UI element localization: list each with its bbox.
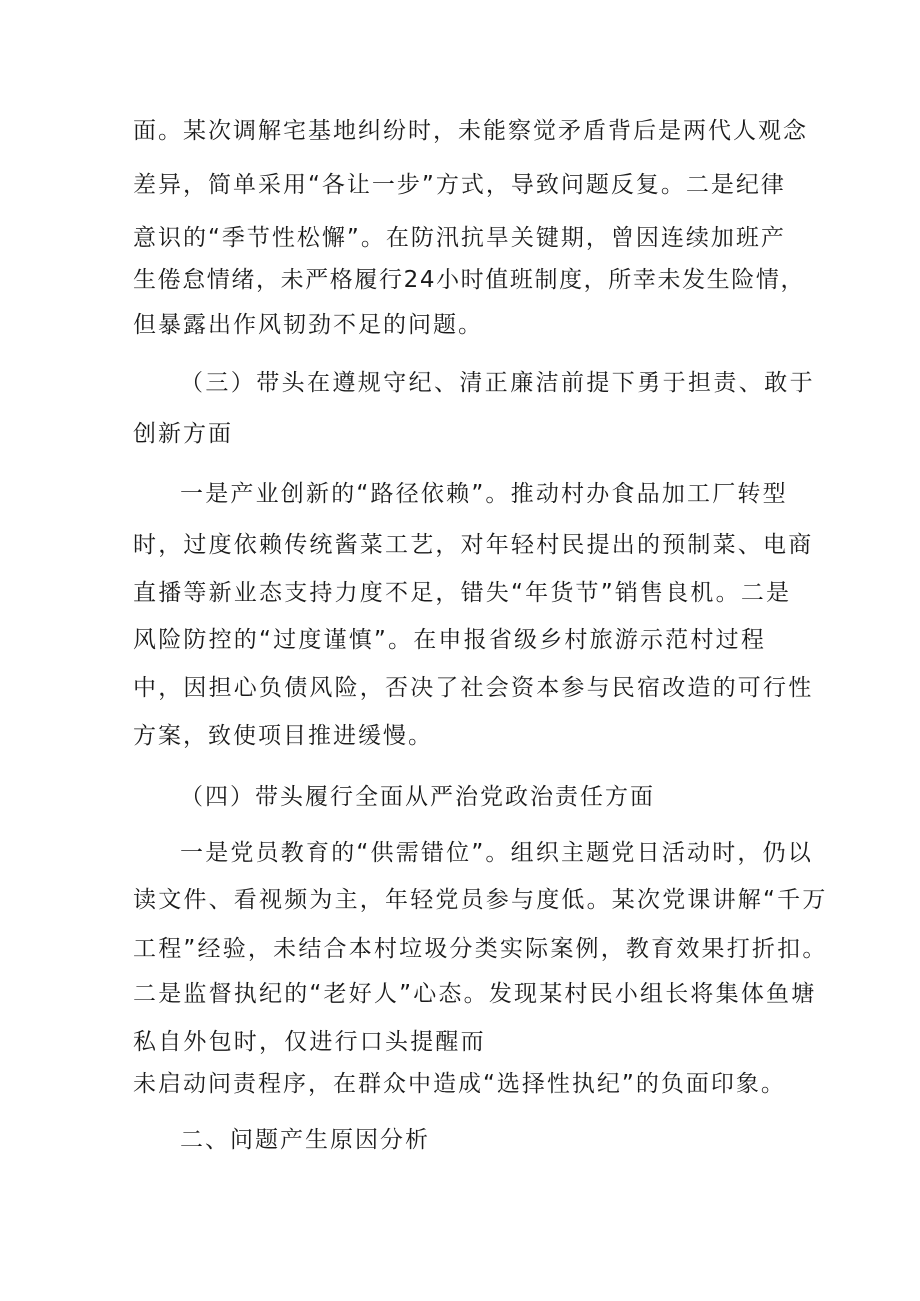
paragraph-line: 风险防控的“过度谨慎”。在申报省级乡村旅游示范村过程 (133, 627, 767, 653)
section-heading: 创新方面 (133, 421, 233, 447)
paragraph-line: 二是监督执纪的“老好人”心态。发现某村民小组长将集体鱼塘 (133, 981, 817, 1007)
paragraph-line: 一是党员教育的“供需错位”。组织主题党日活动时，仍以 (180, 840, 814, 866)
section-heading: 二、问题产生原因分析 (180, 1127, 430, 1153)
paragraph-line: 工程”经验，未结合本村垃圾分类实际案例，教育效果打折扣。 (133, 936, 828, 962)
paragraph-line: 生倦怠情绪，未严格履行24小时值班制度，所幸未发生险情， (133, 267, 806, 293)
section-heading: （三）带头在遵规守纪、清正廉洁前提下勇于担责、敢于 (180, 370, 815, 396)
paragraph-line: 中，因担心负债风险，否决了社会资本参与民宿改造的可行性 (133, 675, 814, 701)
paragraph-line: 时，过度依赖传统酱菜工艺，对年轻村民提出的预制菜、电商 (133, 532, 814, 558)
paragraph-line: 一是产业创新的“路径依赖”。推动村办食品加工厂转型 (180, 481, 788, 507)
section-heading: （四）带头履行全面从严治党政治责任方面 (180, 784, 655, 810)
paragraph-line: 差异，简单采用“各让一步”方式，导致问题反复。二是纪律 (133, 172, 786, 198)
paragraph-line: 读文件、看视频为主，年轻党员参与度低。某次党课讲解“千万 (133, 887, 828, 913)
paragraph-line: 私自外包时，仅进行口头提醒而 (133, 1029, 486, 1055)
paragraph-line: 意识的“季节性松懈”。在防汛抗旱关键期，曾因连续加班产 (133, 225, 786, 251)
paragraph-line: 面。某次调解宅基地纠纷时，未能察觉矛盾背后是两代人观念 (133, 118, 808, 144)
paragraph-line: 直播等新业态支持力度不足，错失“年货节”销售良机。二是 (133, 580, 792, 606)
paragraph-line: 方案，致使项目推进缓慢。 (133, 723, 433, 749)
paragraph-line: 但暴露出作风韧劲不足的问题。 (133, 312, 483, 338)
paragraph-line: 未启动问责程序，在群众中造成“选择性执纪”的负面印象。 (133, 1071, 786, 1097)
